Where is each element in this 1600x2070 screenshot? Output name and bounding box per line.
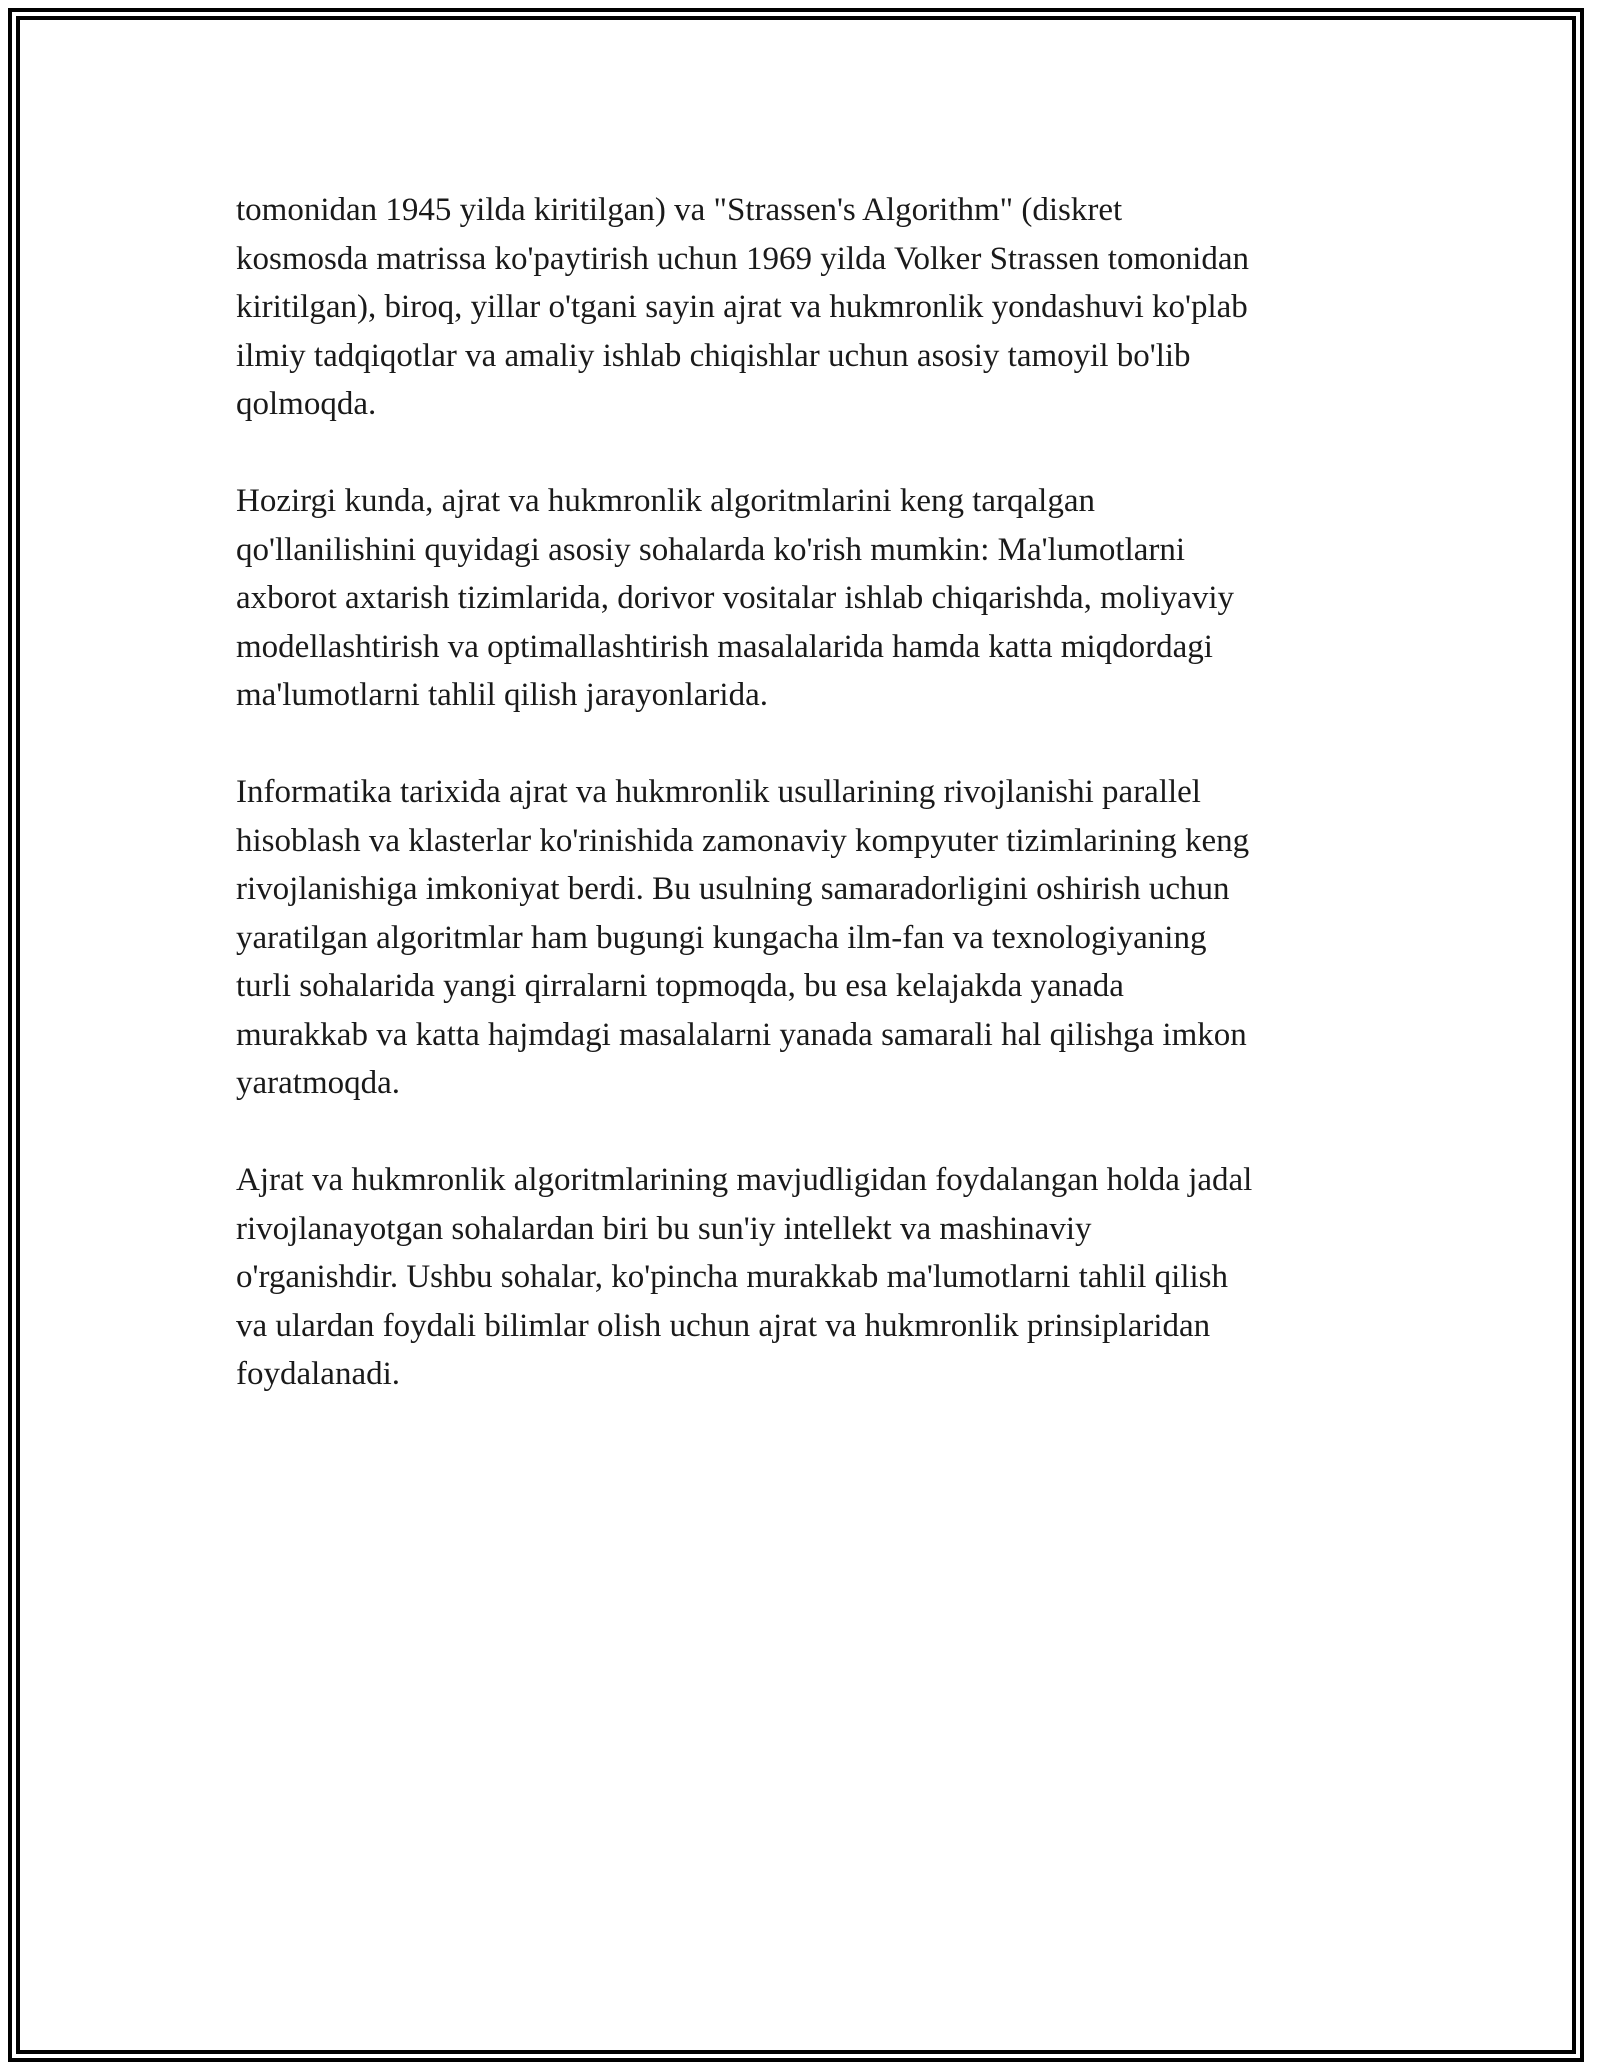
text-line: Informatika tarixida ajrat va hukmronlik usullarining rivojlanishi parallel: [236, 774, 1201, 810]
paragraph-1: [236, 186, 1386, 429]
text-line: ilmiy tadqiqotlar va amaliy ishlab chiqishlar uchun asosiy tamoyil bo'lib: [236, 337, 1191, 374]
text-line: o'rganishdir. Ushbu sohalar, ko'pincha murakkab ma'lumotlarni tahlil qilish: [236, 1259, 1228, 1295]
text-line: Ajrat va hukmronlik algoritmlarining mavjudligidan foydalangan holda jadal: [236, 1162, 1253, 1198]
text-line: axborot axtarish tizimlarida, dorivor vositalar ishlab chiqarishda, moliyaviy: [236, 580, 1234, 616]
paragraph-2: [236, 477, 1386, 720]
document-body: [236, 186, 1386, 1447]
text-line: qolmoqda.: [236, 386, 377, 422]
text-line: foydalanadi.: [236, 1356, 401, 1392]
text-line: hisoblash va klasterlar ko'rinishida zamonaviy kompyuter tizimlarining keng: [236, 822, 1250, 859]
text-line: yaratmoqda.: [236, 1065, 401, 1101]
text-line: rivojlanayotgan sohalardan biri bu sun'iy intellekt va mashinaviy: [236, 1210, 1092, 1247]
text-line: ma'lumotlarni tahlil qilish jarayonlarida.: [236, 677, 768, 713]
text-line: va ulardan foydali bilimlar olish uchun ajrat va hukmronlik prinsiplaridan: [236, 1307, 1211, 1344]
text-line: tomonidan 1945 yilda kiritilgan) va "Strassen's Algorithm" (diskret: [236, 192, 1123, 228]
paragraph-3: [236, 768, 1386, 1108]
text-line: turli sohalarida yangi qirralarni topmoqda, bu esa kelajakda yanada: [236, 968, 1124, 1004]
text-line: Hozirgi kunda, ajrat va hukmronlik algoritmlarini keng tarqalgan: [236, 483, 1095, 519]
text-line: rivojlanishiga imkoniyat berdi. Bu usulning samaradorligini oshirish uchun: [236, 871, 1230, 907]
paragraph-4: [236, 1156, 1386, 1399]
text-line: modellashtirish va optimallashtirish masalalarida hamda katta miqdordagi: [236, 628, 1213, 665]
text-line: kiritilgan), biroq, yillar o'tgani sayin ajrat va hukmronlik yondashuvi ko'plab: [236, 289, 1248, 325]
text-line: yaratilgan algoritmlar ham bugungi kungacha ilm-fan va texnologiyaning: [236, 919, 1207, 956]
text-line: kosmosda matrissa ko'paytirish uchun 1969 yilda Volker Strassen tomonidan: [236, 240, 1249, 277]
text-line: qo'llanilishini quyidagi asosiy sohalarda ko'rish mumkin: Ma'lumotlarni: [236, 531, 1186, 568]
text-line: murakkab va katta hajmdagi masalalarni yanada samarali hal qilishga imkon: [236, 1016, 1247, 1053]
